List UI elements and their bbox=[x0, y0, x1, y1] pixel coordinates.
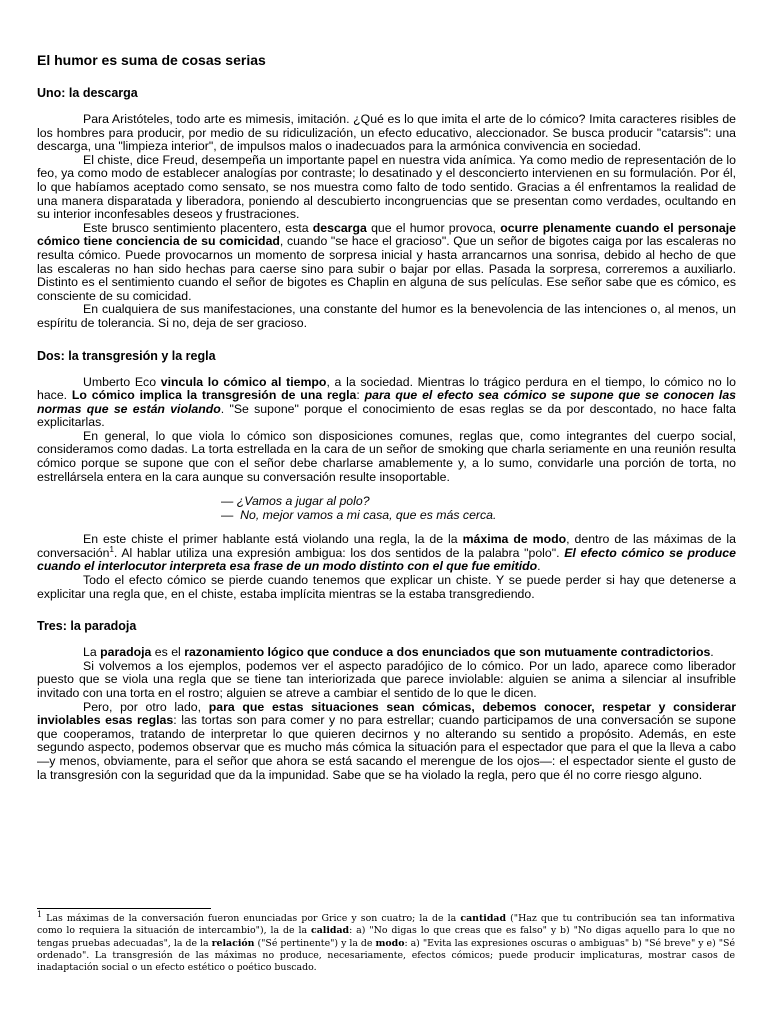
paragraph: La paradoja es el razonamiento lógico que conduce a dos enunciados que son mutuamente contradictorios. bbox=[83, 645, 714, 660]
footnote-divider bbox=[37, 908, 211, 909]
paragraph: En este chiste el primer hablante está violando una regla, la de la máxima de modo, dentro de las máximas de la conversación$^1$. Al hablar utiliza una expresión ambigua: los dos sentidos de la palabra "polo". El efecto cómico se produce cuando el interlocutor interpreta esa frase de un modo distinto con el que fue emitido. bbox=[37, 532, 737, 574]
section-paradoja bbox=[37, 619, 736, 782]
section-transgresion bbox=[37, 349, 736, 602]
document-title: El humor es suma de cosas serias bbox=[37, 52, 266, 68]
footnote: $^1$ Las máximas de la conversación fueron enunciadas por Grice y son cuatro; la de la cantidad ("Haz que tu contribución sea tan informativa como lo requiera la situación de intercambio"), la de la calidad: a) "No digas lo que creas que es falso" y b) "No digas aquello para lo que no tengas pruebas adecuadas", la de la relación ("Sé pertinente") y la de modo: a) "Evita las expresiones oscuras o ambiguas" b) "Sé breve" y e) "Sé ordenado". La transgresión de las máximas no produce, necesariamente, efectos cómicos; puede producir implicaturas, mostrar casos de inadaptación social o un efecto estético o poético buscado. bbox=[37, 909, 736, 974]
paragraph: Este brusco sentimiento placentero, esta descarga que el humor provoca, ocurre plenamente cuando el personaje cómico tiene conciencia de su comicidad, cuando "se hace el gracioso". Que un señor de bigotes caiga por las escaleras no resulta cómico. Puede provocarnos un momento de sorpresa inicial y hasta arrancarnos una sonrisa, debido al hecho de que las escaleras no han sido hechas para caerse sino para subir o bajar por ellas. Pasada la sorpresa, correremos a auxiliarlo. Distinto es el sentimiento cuando el señor de bigotes es Chaplin en alguna de sus películas. Ese señor sabe que es cómico, es consciente de su comicidad. bbox=[37, 220, 736, 303]
section-heading-transgresion: Dos: la transgresión y la regla bbox=[37, 348, 216, 363]
paragraph: Pero, por otro lado, para que estas situaciones sean cómicas, debemos conocer, respetar y considerar inviolables esas reglas: las tortas son para comer y no para estrellar; cuando participamos de una conversación se supone que cooperamos, tratando de interpretar lo que quieren decirnos y no alterando su sentido a propósito. Además, en este segundo aspecto, podemos observar que es mucho más cómica la situación para el espectador que para el que la lleva a cabo —y menos, obviamente, para el señor que ahora se está sacando el merengue de los ojos—: el espectador siente el gusto de la transgresión con la seguridad que da la impunidad. Sabe que se ha violado la regla, pero que él no corre riesgo alguno. bbox=[37, 699, 737, 782]
paragraph: Para Aristóteles, todo arte es mimesis, imitación. ¿Qué es lo que imita el arte de lo cómico? Imita caracteres risibles de los hombres para producir, por medio de su ridiculización, un efecto educativo, aleccionador. Se busca producir "catarsis": una descarga, una "limpieza interior", de impulsos malos o inadecuados para la armónica convivencia en sociedad. bbox=[37, 112, 736, 154]
section-heading-descarga: Uno: la descarga bbox=[37, 86, 138, 100]
paragraph: Todo el efecto cómico se pierde cuando tenemos que explicar un chiste. Y se puede perder si hay que detenerse a explicitar una regla que, en el chiste, estaba implícita mientras se la estaba transgrediendo. bbox=[37, 573, 736, 601]
section-heading-paradoja: Tres: la paradoja bbox=[37, 619, 137, 634]
dialog-line: — No, mejor vamos a mi casa, que es más cerca. bbox=[221, 508, 497, 523]
footnote-ref: 1 bbox=[109, 544, 114, 554]
paragraph: En general, lo que viola lo cómico son disposiciones comunes, reglas que, como integrantes del cuerpo social, consideramos como dadas. La torta estrellada en la cara de un señor de smoking que charla seriamente en una reunión resulta cómico porque se supone que con el señor debe charlarse amablemente y, a lo sumo, convidarle una porción de torta, no estrellársela entera en la cara aunque su conversación resulte insoportable. bbox=[37, 428, 736, 484]
paragraph: El chiste, dice Freud, desempeña un importante papel en nuestra vida anímica. Ya como medio de representación de lo feo, ya como modo de establecer analogías por contraste; lo desatinado y el desconcierto intervienen en su formulación. Por él, lo que habíamos aceptado como sensato, se nos muestra como falto de todo sentido. Gracias a él enfrentamos la realidad de una manera disparatada y liberadora, poniendo al descubierto incongruencias que se presentan como verdades, ocultando en su interior inconfesables deseos y frustraciones. bbox=[37, 152, 736, 222]
dialog-line: — ¿Vamos a jugar al polo? bbox=[221, 494, 370, 509]
footnote-number: 1 bbox=[37, 909, 43, 919]
joke-dialog bbox=[221, 494, 736, 522]
paragraph: En cualquiera de sus manifestaciones, una constante del humor es la benevolencia de las intenciones o, al menos, un espíritu de tolerancia. Si no, deja de ser gracioso. bbox=[37, 302, 736, 330]
paragraph: Si volvemos a los ejemplos, podemos ver el aspecto paradójico de lo cómico. Por un lado, aparece como liberador puesto que se viola una regla que se tiene tan interiorizada que parece inviolable: alguien se anima a silenciar al insufrible invitado con una torta en el rostro; alguien se atreve a cambiar el sentido de lo que le dicen. bbox=[37, 658, 736, 700]
paragraph: Umberto Eco vincula lo cómico al tiempo, a la sociedad. Mientras lo trágico perdura en el tiempo, lo cómico no lo hace. Lo cómico implica la transgresión de una regla: para que el efecto sea cómico se supone que se conocen las normas que se están violando. "Se supone" porque el conocimiento de esas reglas se da por descontado, no hace falta explicitarlas. bbox=[37, 374, 736, 430]
section-descarga bbox=[37, 86, 736, 331]
